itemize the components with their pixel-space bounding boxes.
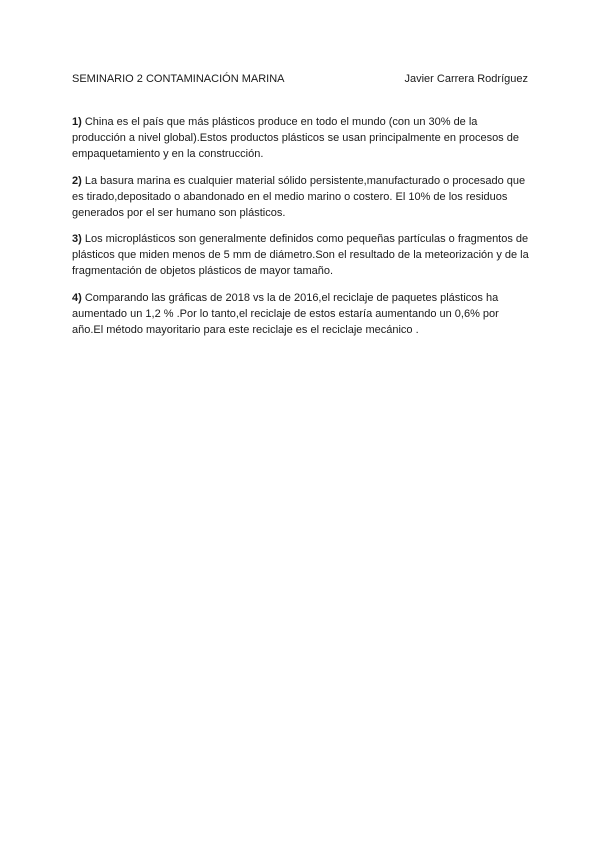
answer-paragraph-4 xyxy=(72,290,530,338)
answer-text-4: Comparando las gráficas de 2018 vs la de 2016,el reciclaje de paquetes plásticos ha aumentado un 1,2 % .Por lo tanto,el reciclaje de estos estaría aumentando un 0,6% por año.El método mayoritario para este reciclaje es el reciclaje mecánico . xyxy=(72,292,499,336)
page-header xyxy=(72,72,528,88)
answer-number-2: 2) xyxy=(72,175,82,187)
document-title: SEMINARIO 2 CONTAMINACIÓN MARINA xyxy=(72,73,285,85)
answer-text-1: China es el país que más plásticos produce en todo el mundo (con un 30% de la producción a nivel global).Estos productos plásticos se usan principalmente en procesos de empaquetamiento y en la construcción. xyxy=(72,116,519,160)
answer-paragraph-3 xyxy=(72,231,530,279)
answer-number-4: 4) xyxy=(72,292,82,304)
answer-text-2: La basura marina es cualquier material sólido persistente,manufacturado o procesado que es tirado,depositado o abandonado en el medio marino o costero. El 10% de los residuos generados por el ser humano son plásticos. xyxy=(72,175,526,219)
answer-paragraph-1 xyxy=(72,114,530,162)
answer-number-1: 1) xyxy=(72,116,82,128)
author-name: Javier Carrera Rodríguez xyxy=(404,73,528,85)
answer-text-3: Los microplásticos son generalmente definidos como pequeñas partículas o fragmentos de plásticos que miden menos de 5 mm de diámetro.Son el resultado de la meteorización y de la fragmentación de objetos plásticos de mayor tamaño. xyxy=(72,233,529,277)
answer-paragraph-2 xyxy=(72,173,530,221)
answer-number-3: 3) xyxy=(72,233,82,245)
